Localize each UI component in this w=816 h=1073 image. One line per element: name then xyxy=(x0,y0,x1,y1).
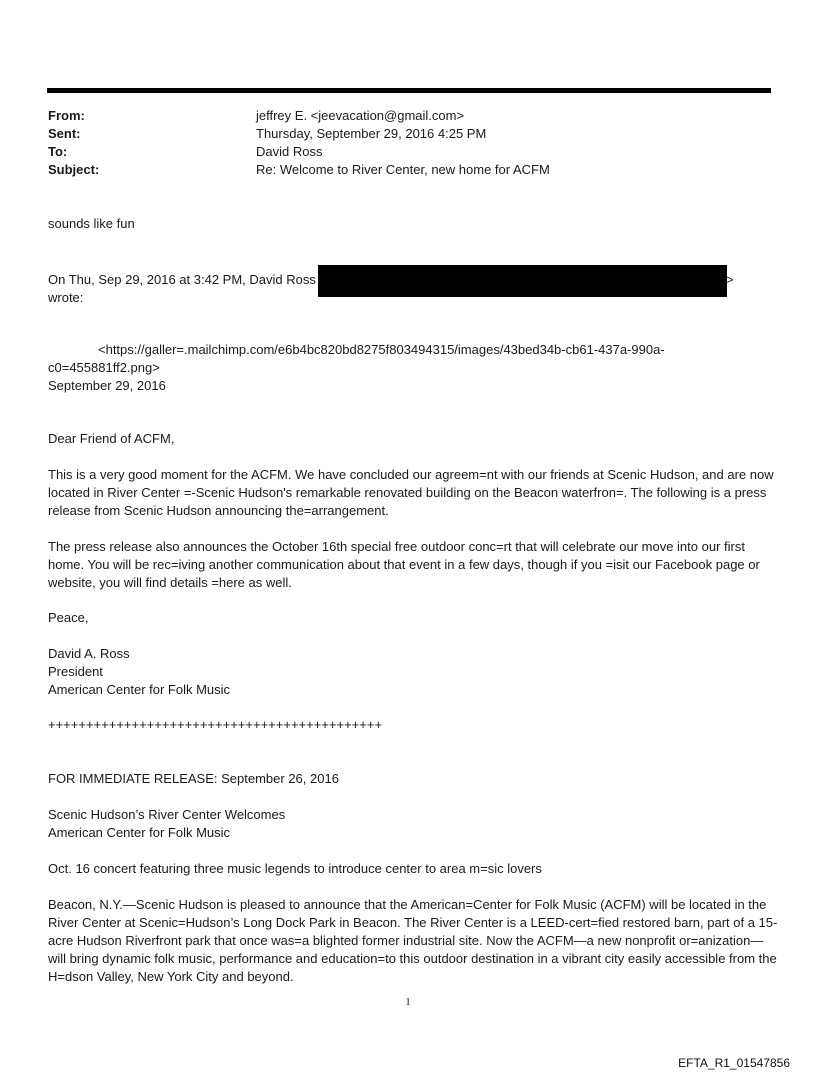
letter-date: September 29, 2016 xyxy=(48,378,166,393)
image-url-line1: <https://galler=.mailchimp.com/e6b4bc820bd8275f803494315/images/43bed34b-cb61-437a-990a- xyxy=(98,342,665,357)
greeting: Dear Friend of ACFM, xyxy=(48,431,175,446)
header-rule xyxy=(47,88,771,93)
reply-text: sounds like fun xyxy=(48,216,135,231)
paragraph-3: Beacon, N.Y.—Scenic Hudson is pleased to announce that the American=Center for Folk Music (ACFM) will be located in the River Center at Scenic=Hudson’s Long Dock Park in Beacon. The River Center is a LEED-cert=fied restored barn, part of a 15-acre Hudson Riverfront park that once was=a blighted former industrial site. Now the ACFM—a new nonprofit or=anization—will bring dynamic folk music, performance and education=to this outdoor destination in a vibrant city easily accessible from the H=dson Valley, New York City and beyond. xyxy=(48,897,778,984)
subheadline: Oct. 16 concert featuring three music legends to introduce center to area m=sic lovers xyxy=(48,861,542,876)
from-label: From: xyxy=(48,108,85,123)
signature-title: President xyxy=(48,664,103,679)
image-url-line2: c0=455881ff2.png> xyxy=(48,360,160,375)
from-value: jeffrey E. <jeevacation@gmail.com> xyxy=(256,108,465,123)
sent-value: Thursday, September 29, 2016 4:25 PM xyxy=(256,126,487,141)
bates-number: EFTA_R1_01547856 xyxy=(678,1056,790,1070)
to-value: David Ross xyxy=(256,144,323,159)
subject-label: Subject: xyxy=(48,162,100,177)
quote-gt: > xyxy=(726,272,734,287)
signature-org: American Center for Folk Music xyxy=(48,682,231,697)
headline-line1: Scenic Hudson’s River Center Welcomes xyxy=(48,807,286,822)
subject-value: Re: Welcome to River Center, new home for ACFM xyxy=(256,162,550,177)
page-number: 1 xyxy=(405,996,411,1008)
separator-line: ++++++++++++++++++++++++++++++++++++++++++++ xyxy=(48,717,383,732)
quote-intro: On Thu, Sep 29, 2016 at 3:42 PM, David Ross xyxy=(48,272,316,287)
sent-label: Sent: xyxy=(48,126,81,141)
closing: Peace, xyxy=(48,610,89,625)
paragraph-2: The press release also announces the October 16th special free outdoor conc=rt that will celebrate our move into our first home. You will be rec=iving another communication about that event in a few days, though if you =isit our Facebook page or website, you will find details =here as well. xyxy=(48,539,760,590)
headline-line2: American Center for Folk Music xyxy=(48,825,231,840)
paragraph-1: This is a very good moment for the ACFM. We have concluded our agreem=nt with our friends at Scenic Hudson, and are now located in River Center =-Scenic Hudson's remarkable renovated building on the Beacon waterfron=. The following is a press release from Scenic Hudson announcing the=arrangement. xyxy=(48,467,774,518)
release-line: FOR IMMEDIATE RELEASE: September 26, 2016 xyxy=(48,771,339,786)
signature-name: David A. Ross xyxy=(48,646,130,661)
to-label: To: xyxy=(48,144,68,159)
quote-wrote: wrote: xyxy=(48,290,84,305)
